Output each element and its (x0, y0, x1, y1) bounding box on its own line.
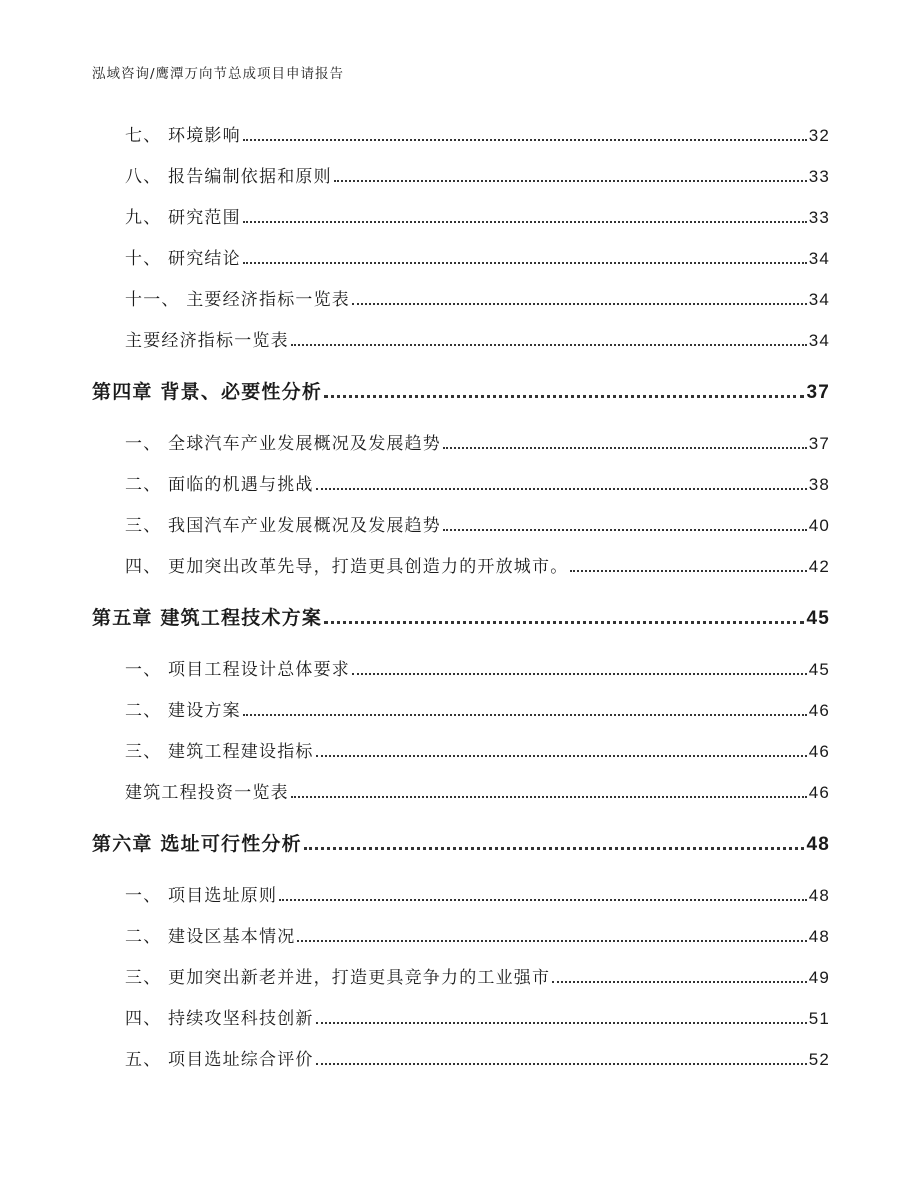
toc-page-number: 37 (806, 382, 830, 403)
toc-page-number: 33 (808, 167, 830, 186)
toc-entry-label: 十、 研究结论 (125, 249, 241, 269)
toc-entry[interactable] (125, 697, 830, 721)
toc-entry[interactable] (125, 471, 830, 495)
toc-leader-dots (443, 529, 807, 531)
toc-entry-label: 五、 项目选址综合评价 (125, 1050, 314, 1070)
toc-entry-label: 四、 更加突出改革先导，打造更具创造力的开放城市。 (125, 557, 569, 577)
toc-entry-label: 三、 建筑工程建设指标 (125, 742, 314, 762)
toc-leader-dots (243, 221, 807, 223)
toc-leader-dots (570, 570, 806, 572)
toc-entry-label: 二、 建设区基本情况 (125, 927, 296, 947)
toc-leader-dots (316, 1022, 807, 1024)
toc-leader-dots (316, 488, 807, 490)
toc-chapter-label: 第五章 建筑工程技术方案 (92, 607, 323, 629)
toc-entry[interactable] (125, 553, 830, 577)
toc-entry[interactable] (125, 923, 830, 947)
toc-entry[interactable] (125, 964, 830, 988)
toc-entry[interactable] (125, 882, 830, 906)
toc-leader-dots (243, 714, 807, 716)
toc-entry[interactable] (125, 656, 830, 680)
toc-entry-label: 七、 环境影响 (125, 126, 241, 146)
toc-entry-label: 一、 项目选址原则 (125, 886, 278, 906)
toc-entry-label: 一、 项目工程设计总体要求 (125, 660, 351, 680)
toc-entry[interactable] (125, 1046, 830, 1070)
toc-leader-dots (243, 262, 807, 264)
toc-page-number: 37 (808, 434, 830, 453)
toc-leader-dots (243, 139, 807, 141)
toc-entry-label: 主要经济指标一览表 (125, 331, 289, 351)
toc-leader-dots (316, 755, 807, 757)
toc-leader-dots (443, 447, 807, 449)
toc-leader-dots (291, 796, 807, 798)
toc-page-number: 34 (808, 290, 830, 309)
toc-page-number: 42 (808, 557, 830, 576)
toc-page-number: 49 (808, 968, 830, 987)
toc-page-number: 32 (808, 126, 830, 145)
toc-entry[interactable] (125, 286, 830, 310)
toc-leader-dots (304, 847, 805, 850)
toc-leader-dots (334, 180, 807, 182)
toc-leader-dots (291, 344, 807, 346)
toc-entry-label: 八、 报告编制依据和原则 (125, 167, 332, 187)
toc-entry-label: 二、 面临的机遇与挑战 (125, 475, 314, 495)
toc-page-number: 46 (808, 701, 830, 720)
toc-entry[interactable] (125, 1005, 830, 1029)
toc-chapter-entry[interactable] (92, 376, 830, 404)
toc-page-number: 46 (808, 783, 830, 802)
toc-leader-dots (324, 621, 804, 624)
toc-entry[interactable] (125, 779, 830, 803)
toc-page-number: 33 (808, 208, 830, 227)
toc-chapter-entry[interactable] (92, 602, 830, 630)
toc-entry[interactable] (125, 738, 830, 762)
running-header: 泓域咨询/鹰潭万向节总成项目申请报告 (92, 66, 345, 82)
toc-chapter-label: 第四章 背景、必要性分析 (92, 381, 323, 403)
toc-leader-dots (297, 940, 806, 942)
toc-leader-dots (316, 1063, 807, 1065)
toc-entry-label: 三、 我国汽车产业发展概况及发展趋势 (125, 516, 442, 536)
toc-page-number: 51 (808, 1009, 830, 1028)
toc-page-number: 48 (806, 834, 830, 855)
toc-entry[interactable] (125, 122, 830, 146)
toc-page-number: 40 (808, 516, 830, 535)
toc-entry-label: 三、 更加突出新老并进，打造更具竞争力的工业强市 (125, 968, 551, 988)
toc-entry[interactable] (125, 163, 830, 187)
toc-page-number: 45 (808, 660, 830, 679)
toc-leader-dots (324, 395, 804, 398)
toc-entry-label: 九、 研究范围 (125, 208, 241, 228)
toc-page-number: 34 (808, 249, 830, 268)
toc-chapter-label: 第六章 选址可行性分析 (92, 833, 302, 855)
toc-entry[interactable] (125, 512, 830, 536)
toc-page-number: 38 (808, 475, 830, 494)
toc-page-number: 52 (808, 1050, 830, 1069)
toc-entry[interactable] (125, 204, 830, 228)
toc-entry-label: 建筑工程投资一览表 (125, 783, 289, 803)
toc-page-number: 48 (808, 886, 830, 905)
toc-entry-label: 十一、 主要经济指标一览表 (125, 290, 351, 310)
toc-leader-dots (352, 303, 807, 305)
toc-entry[interactable] (125, 245, 830, 269)
toc-leader-dots (352, 673, 807, 675)
toc-entry[interactable] (125, 430, 830, 454)
toc-page-number: 48 (808, 927, 830, 946)
toc-entry-label: 一、 全球汽车产业发展概况及发展趋势 (125, 434, 442, 454)
toc-page-number: 46 (808, 742, 830, 761)
toc-leader-dots (552, 981, 806, 983)
toc-page-number: 45 (806, 608, 830, 629)
toc-chapter-entry[interactable] (92, 828, 830, 856)
toc-leader-dots (279, 899, 806, 901)
toc-entry-label: 二、 建设方案 (125, 701, 241, 721)
toc-page-number: 34 (808, 331, 830, 350)
toc-entry-label: 四、 持续攻坚科技创新 (125, 1009, 314, 1029)
toc-entry[interactable] (125, 327, 830, 351)
